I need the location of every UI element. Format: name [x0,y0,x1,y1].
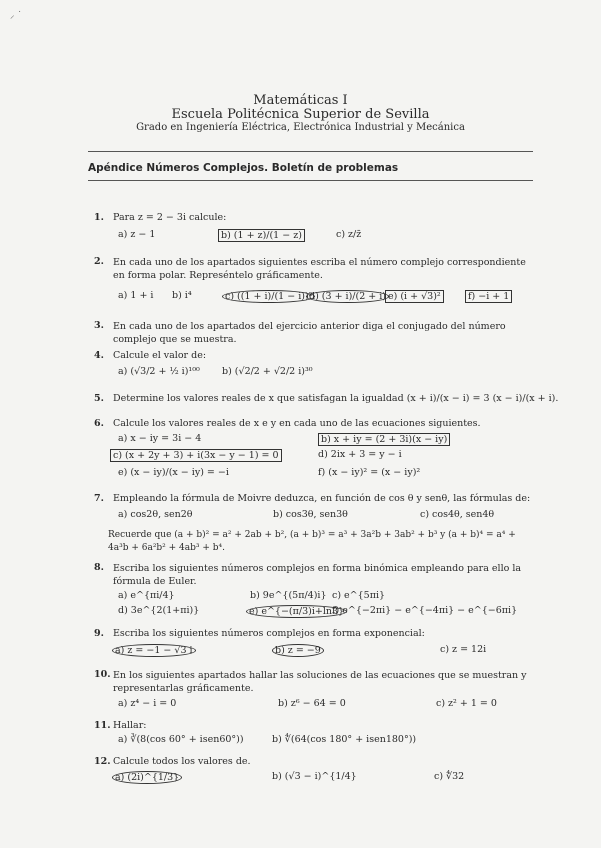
problem-item: d) 2ix + 3 = y − i [318,449,402,460]
problem-item: c) ∜32 [434,771,465,782]
problem-number: 2. [94,256,104,267]
problem-text: En cada uno de los apartados siguientes escriba el número complejo correspondiente en forma polar. Represéntelo gráficamente. [113,257,526,281]
divider [88,180,533,181]
problem-item: b) ∜(64(cos 180° + isen180°)) [272,734,417,745]
degree-name: Grado en Ingeniería Eléctrica, Electrónica Industrial y Mecánica [136,122,465,133]
problem-item: d) 3e^{2(1+πi)} [118,605,200,616]
problem-number: 4. [94,350,104,361]
problem-item-boxed: b) x + iy = (2 + 3i)(x − iy) [318,433,450,446]
problem-text: Para z = 2 − 3i calcule: [113,212,227,223]
divider [88,151,533,152]
problem-item: e) (x − iy)/(x − iy) = −i [118,467,229,478]
problem-item-boxed: e) (i + √3)² [385,290,444,303]
problem-text: En cada uno de los apartados del ejercicio anterior diga el conjugado del número complejo que se muestra. [113,321,506,345]
problem-text: Determine los valores reales de x que satisfagan la igualdad (x + i)/(x − i) = 3 (x − i)/(x + i). [113,393,559,404]
pen-mark: ⸝ ˙ [10,11,22,21]
problem-item-boxed: f) −i + 1 [465,290,512,303]
problem-item: b) i⁴ [172,290,192,301]
problem-item: a) cos2θ, sen2θ [118,509,193,520]
problem-item: b) z⁶ − 64 = 0 [278,698,346,709]
problem-text: Calcule los valores reales de x e y en cada uno de las ecuaciones siguientes. [113,418,481,429]
problem-text: Calcule todos los valores de. [113,756,251,767]
section-title: Apéndice Números Complejos. Boletín de problemas [88,162,399,174]
problem-number: 10. [94,669,111,680]
problem-item-boxed: b) (1 + z)/(1 − z) [218,229,305,242]
problem-item-circled: b) z = −9 [272,644,324,657]
problem-item: a) z⁴ − i = 0 [118,698,177,709]
problem-item-circled: d) (3 + i)/(2 + i) [306,290,389,303]
problem-item: c) cos4θ, sen4θ [420,509,495,520]
problem-number: 3. [94,320,104,331]
problem-item-circled: e) e^{−(π/3)i+ln3} [246,605,347,618]
problem-item: c) e^{5πi} [332,590,386,601]
problem-item: c) z = 12i [440,644,487,655]
problem-number: 5. [94,393,104,404]
problem-number: 7. [94,493,104,504]
problem-text: Escriba los siguientes números complejos en forma binómica empleando para ello la fórmula de Euler. [113,563,522,587]
problem-number: 9. [94,628,104,639]
problem-item: b) cos3θ, sen3θ [273,509,348,520]
problem-item: a) (√3/2 + ½ i)¹⁰⁰ [118,366,200,377]
problem-number: 8. [94,562,104,573]
problem-item-circled: a) z = −1 − √3 i [112,644,196,657]
problem-number: 12. [94,756,111,767]
problem-item: a) 1 + i [118,290,154,301]
problem-note: Recuerde que (a + b)² = a² + 2ab + b², (a + b)³ = a³ + 3a²b + 3ab² + b³ y (a + b)⁴ = a⁴ + 4a³b + 6a²b² + 4ab³ + b⁴. [108,530,516,553]
problem-text: Escriba los siguientes números complejos en forma exponencial: [113,628,425,639]
problem-item: c) z² + 1 = 0 [436,698,497,709]
problem-item: f) (x − iy)² = (x − iy)² [318,467,421,478]
problem-item: a) x − iy = 3i − 4 [118,433,202,444]
problem-item: a) ∛(8(cos 60° + isen60°)) [118,734,244,745]
problem-text: En los siguientes apartados hallar las soluciones de las ecuaciones que se muestran y representarlas gráficamente. [113,670,527,694]
problem-item: a) z − 1 [118,229,156,240]
problem-number: 11. [94,720,111,731]
problem-item: b) (√2/2 + √2/2 i)³⁰ [222,366,313,377]
problem-item: f) e^{−2πi} − e^{−4πi} − e^{−6πi} [332,605,518,616]
problem-number: 1. [94,212,104,223]
problem-number: 6. [94,418,104,429]
school-name: Escuela Politécnica Superior de Sevilla [171,107,430,122]
problem-item-boxed: c) (x + 2y + 3) + i(3x − y − 1) = 0 [110,449,282,462]
problem-item-circled: c) ((1 + i)/(1 − i))² [222,290,315,303]
problem-item: b) (√3 − i)^{1/4} [272,771,357,782]
problem-item: a) e^{πi/4} [118,590,175,601]
course-title: Matemáticas I [253,93,348,108]
problem-text: Calcule el valor de: [113,350,207,361]
problem-text: Hallar: [113,720,147,731]
problem-item: b) 9e^{(5π/4)i} [250,590,327,601]
problem-text: Empleando la fórmula de Moivre deduzca, en función de cos θ y senθ, las fórmulas de: [113,493,531,504]
problem-item: c) z/z̄ [336,229,362,240]
problem-item-circled: a) (2i)^{1/3} [112,771,182,784]
